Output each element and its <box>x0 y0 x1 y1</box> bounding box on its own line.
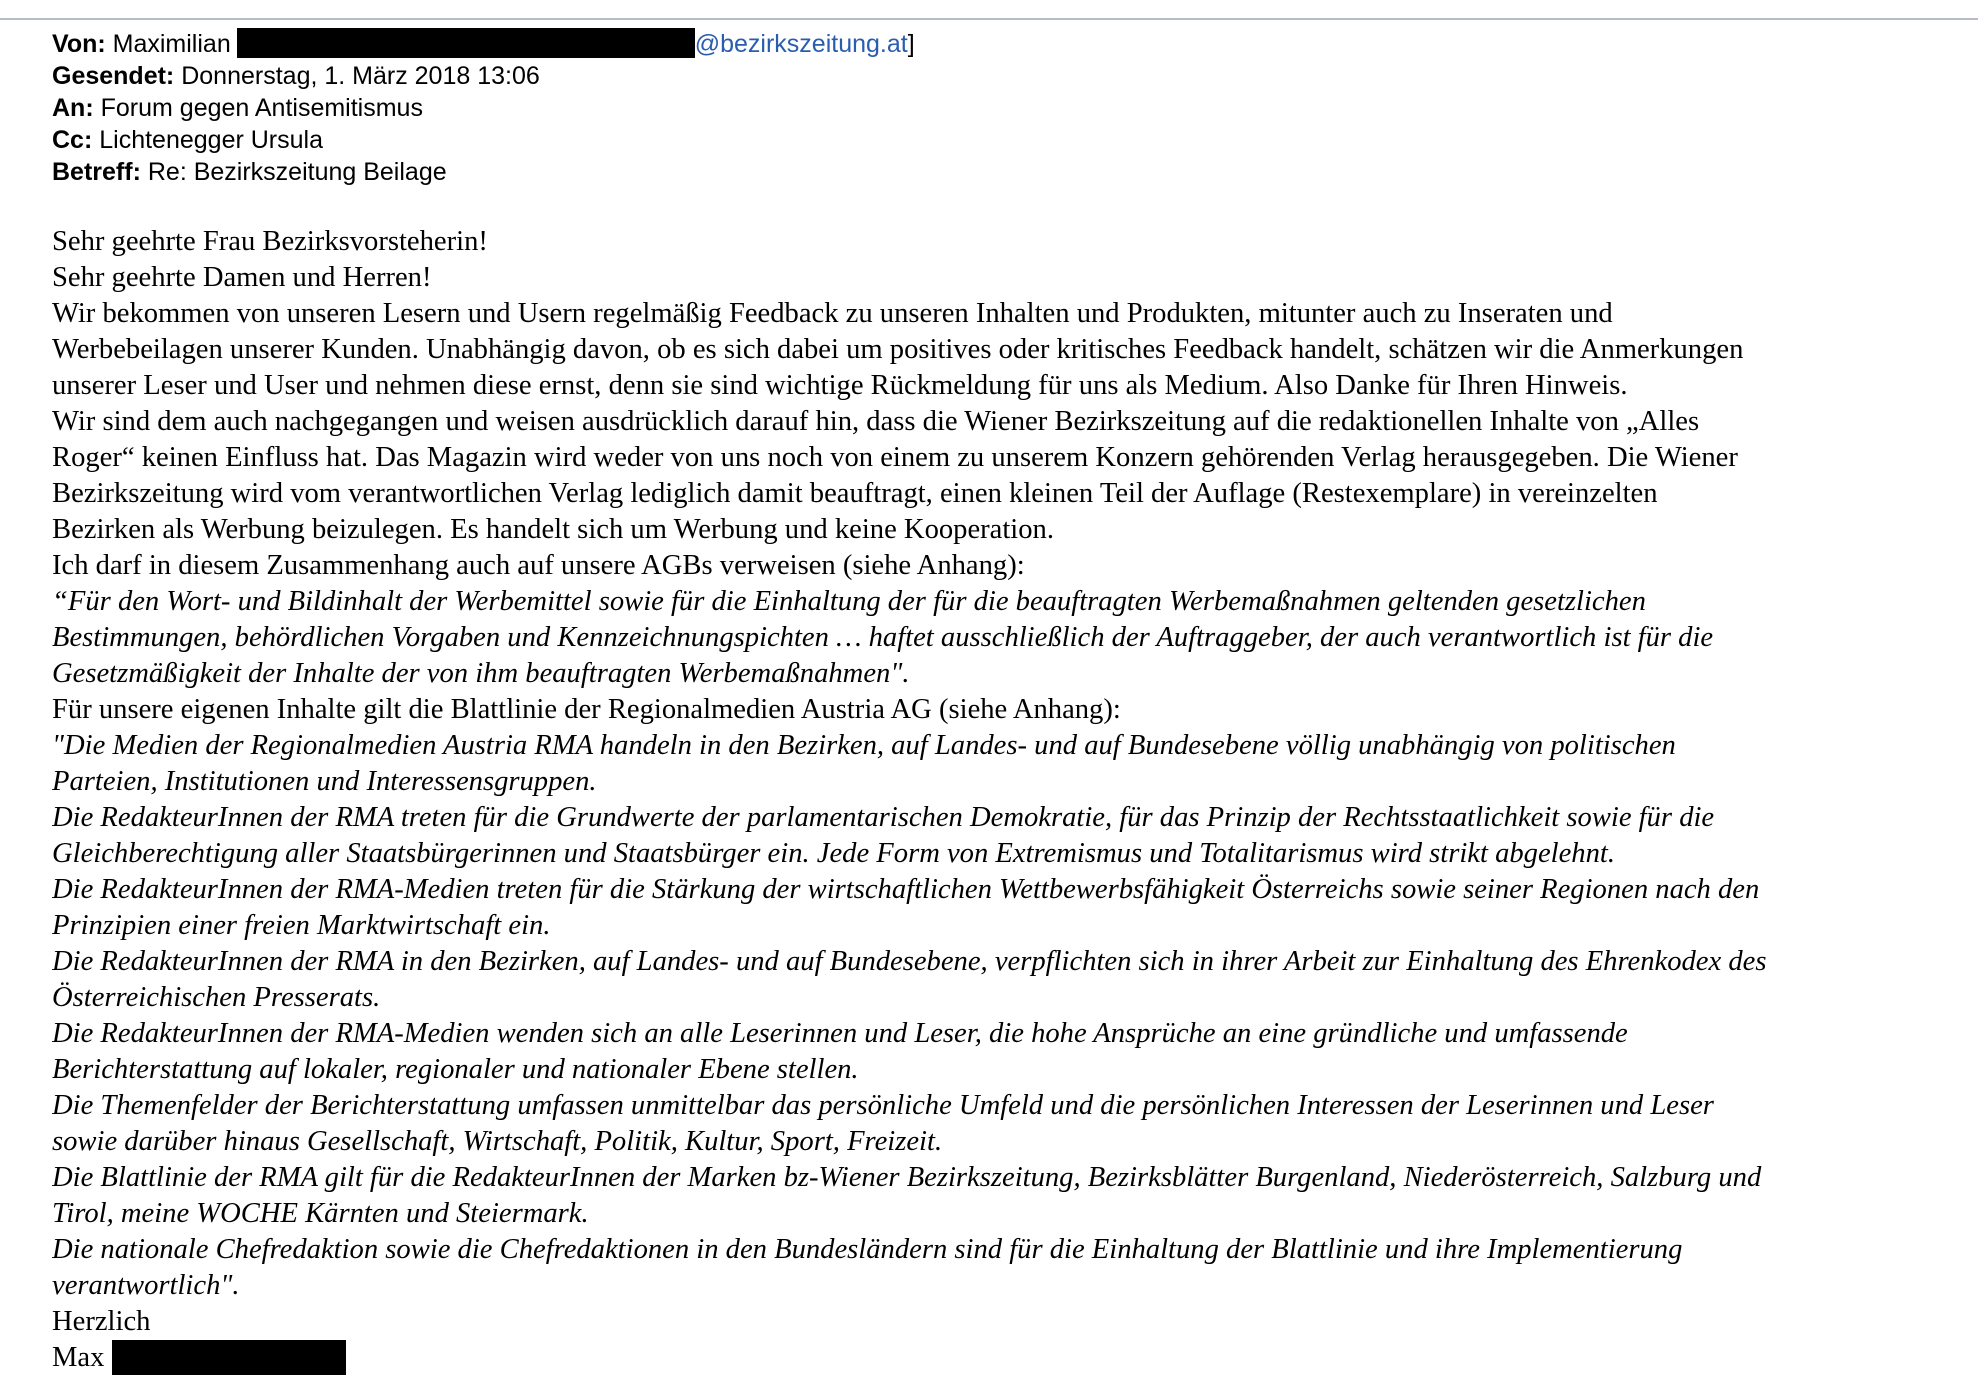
quote-line: Die Blattlinie der RMA gilt für die RedakteurInnen der Marken bz-Wiener Bezirkszeitung, Bezirksblätter Burgenland, Niederösterreich, Salzburg und <box>52 1162 1762 1193</box>
subject-row <box>52 156 915 188</box>
closing-line: Herzlich <box>52 1306 151 1337</box>
signature-line <box>52 1340 1974 1376</box>
quote-line: Tirol, meine WOCHE Kärnten und Steiermark. <box>52 1198 589 1229</box>
to-label: An: <box>52 94 94 122</box>
to-value: Forum gegen Antisemitismus <box>100 94 423 122</box>
subject-value: Re: Bezirkszeitung Beilage <box>147 158 447 186</box>
body-line: unserer Leser und User und nehmen diese ernst, denn sie sind wichtige Rückmeldung für uns als Medium. Also Danke für Ihren Hinweis. <box>52 370 1628 401</box>
body-line: Für unsere eigenen Inhalte gilt die Blattlinie der Regionalmedien Austria AG (siehe Anhang): <box>52 694 1121 725</box>
body-line: Werbebeilagen unserer Kunden. Unabhängig davon, ob es sich dabei um positives oder kritisches Feedback handelt, schätzen wir die Anmerkungen <box>52 334 1744 365</box>
signature-name: Max <box>52 1342 105 1373</box>
from-name: Maximilian <box>112 30 231 58</box>
quote-line: verantwortlich". <box>52 1270 240 1301</box>
body-line: Wir sind dem auch nachgegangen und weisen ausdrücklich darauf hin, dass die Wiener Bezirkszeitung auf die redaktionellen Inhalte von „Alles <box>52 406 1700 437</box>
salutation-line: Sehr geehrte Damen und Herren! <box>52 262 432 293</box>
header-divider <box>0 18 1978 20</box>
quote-line: Prinzipien einer freien Marktwirtschaft ein. <box>52 910 551 941</box>
body-line: Ich darf in diesem Zusammenhang auch auf unsere AGBs verweisen (siehe Anhang): <box>52 550 1025 581</box>
email-body <box>52 224 1974 1376</box>
from-row <box>52 28 915 60</box>
quote-line: sowie darüber hinaus Gesellschaft, Wirtschaft, Politik, Kultur, Sport, Freizeit. <box>52 1126 943 1157</box>
quote-line: "Die Medien der Regionalmedien Austria RMA handeln in den Bezirken, auf Landes- und auf Bundesebene völlig unabhängig von politischen <box>52 730 1676 761</box>
quote-line: Bestimmungen, behördlichen Vorgaben und Kennzeichnungspichten … haftet ausschließlich der Auftraggeber, der auch verantwortlich ist für die <box>52 622 1714 653</box>
quote-line: Österreichischen Presserats. <box>52 982 381 1013</box>
salutation-line: Sehr geehrte Frau Bezirksvorsteherin! <box>52 226 488 257</box>
from-bracket: ] <box>907 30 915 58</box>
cc-label: Cc: <box>52 126 93 154</box>
from-email-domain[interactable]: @bezirkszeitung.at <box>694 30 908 58</box>
quote-line: Berichterstattung auf lokaler, regionaler und nationaler Ebene stellen. <box>52 1054 859 1085</box>
sent-label: Gesendet: <box>52 62 175 90</box>
sent-value: Donnerstag, 1. März 2018 13:06 <box>181 62 540 90</box>
body-line: Wir bekommen von unseren Lesern und Usern regelmäßig Feedback zu unseren Inhalten und Produkten, mitunter auch zu Inseraten und <box>52 298 1613 329</box>
body-line: Bezirkszeitung wird vom verantwortlichen Verlag lediglich damit beauftragt, einen kleinen Teil der Auflage (Restexemplare) in vereinzelten <box>52 478 1658 509</box>
redaction-bar <box>237 28 695 58</box>
email-header <box>52 28 915 188</box>
quote-line: Gesetzmäßigkeit der Inhalte der von ihm beauftragten Werbemaßnahmen". <box>52 658 910 689</box>
quote-line: Gleichberechtigung aller Staatsbürgerinnen und Staatsbürger ein. Jede Form von Extremismus und Totalitarismus wird strikt abgelehnt. <box>52 838 1615 869</box>
quote-line: Die RedakteurInnen der RMA-Medien treten für die Stärkung der wirtschaftlichen Wettbewerbsfähigkeit Österreichs sowie seiner Regionen nach den <box>52 874 1760 905</box>
to-row <box>52 92 915 124</box>
quote-line: Die Themenfelder der Berichterstattung umfassen unmittelbar das persönliche Umfeld und die persönlichen Interessen der Leserinnen und Leser <box>52 1090 1714 1121</box>
quote-line: Die RedakteurInnen der RMA in den Bezirken, auf Landes- und auf Bundesebene, verpflichten sich in ihrer Arbeit zur Einhaltung des Ehrenkodex des <box>52 946 1767 977</box>
quote-line: Die RedakteurInnen der RMA treten für die Grundwerte der parlamentarischen Demokratie, für das Prinzip der Rechtsstaatlichkeit sowie für die <box>52 802 1715 833</box>
from-label: Von: <box>52 30 106 58</box>
sent-row <box>52 60 915 92</box>
body-line: Bezirken als Werbung beizulegen. Es handelt sich um Werbung und keine Kooperation. <box>52 514 1054 545</box>
quote-line: Parteien, Institutionen und Interessensgruppen. <box>52 766 597 797</box>
quote-line: “Für den Wort- und Bildinhalt der Werbemittel sowie für die Einhaltung der für die beauftragten Werbemaßnahmen geltenden gesetzlichen <box>52 586 1646 617</box>
quote-line: Die nationale Chefredaktion sowie die Chefredaktionen in den Bundesländern sind für die Einhaltung der Blattlinie und ihre Implementierung <box>52 1234 1683 1265</box>
quote-line: Die RedakteurInnen der RMA-Medien wenden sich an alle Leserinnen und Leser, die hohe Ansprüche an eine gründliche und umfassende <box>52 1018 1628 1049</box>
body-line: Roger“ keinen Einfluss hat. Das Magazin wird weder von uns noch von einem zu unserem Konzern gehörenden Verlag herausgegeben. Die Wiener <box>52 442 1738 473</box>
subject-label: Betreff: <box>52 158 141 186</box>
cc-value: Lichtenegger Ursula <box>99 126 323 154</box>
redaction-bar <box>112 1340 346 1375</box>
cc-row <box>52 124 915 156</box>
